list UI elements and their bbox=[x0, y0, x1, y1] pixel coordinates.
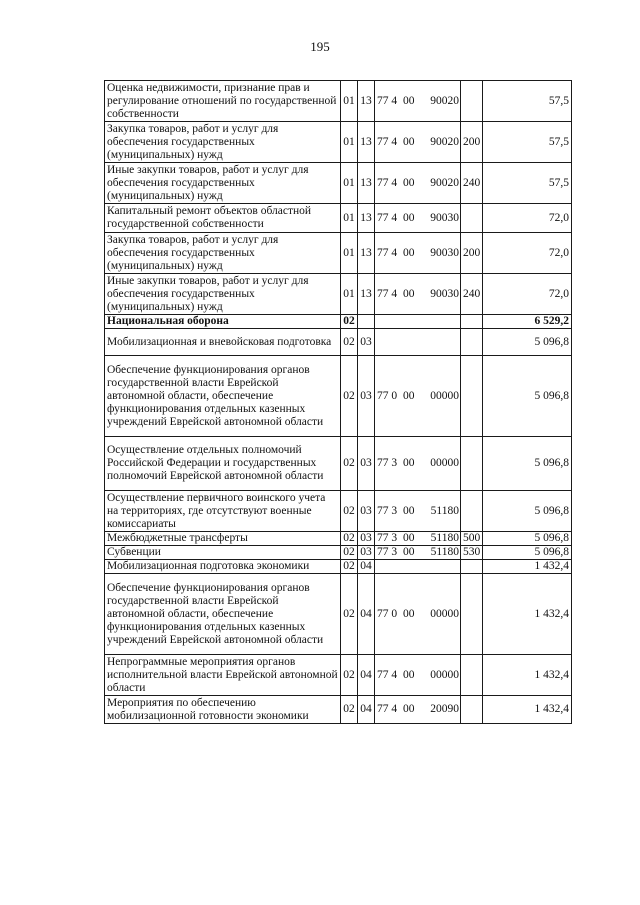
target-article-subprogram: 00 bbox=[403, 246, 415, 259]
row-section-code: 02 bbox=[341, 491, 358, 532]
row-expense-type-code: 240 bbox=[461, 163, 483, 204]
row-subsection-code: 04 bbox=[358, 560, 375, 574]
row-name: Мобилизационная и вневойсковая подготовка bbox=[105, 329, 341, 356]
row-name: Оценка недвижимости, признание прав и регулирование отношений по государственной собственности bbox=[105, 81, 341, 122]
row-section-code: 02 bbox=[341, 437, 358, 491]
target-article-subprogram: 00 bbox=[403, 176, 415, 189]
row-name: Осуществление отдельных полномочий Российской Федерации и государственных полномочий Еврейской автономной области bbox=[105, 437, 341, 491]
row-target-article-code bbox=[375, 204, 461, 233]
target-article-direction: 51180 bbox=[430, 504, 459, 517]
row-subsection-code: 03 bbox=[358, 491, 375, 532]
row-subsection-code: 03 bbox=[358, 329, 375, 356]
target-article-direction: 00000 bbox=[430, 457, 459, 469]
target-article-direction: 00000 bbox=[430, 607, 459, 620]
row-subsection-code: 03 bbox=[358, 532, 375, 546]
row-section-code: 01 bbox=[341, 274, 358, 315]
target-article-subprogram: 00 bbox=[403, 668, 415, 681]
budget-table bbox=[104, 80, 572, 724]
row-name: Иные закупки товаров, работ и услуг для обеспечения государственных (муниципальных) нужд bbox=[105, 274, 341, 315]
row-target-article-code bbox=[375, 233, 461, 274]
row-amount: 57,5 bbox=[483, 81, 572, 122]
row-target-article-code bbox=[375, 491, 461, 532]
row-amount: 5 096,8 bbox=[483, 532, 572, 546]
target-article-direction: 90030 bbox=[430, 246, 459, 259]
table-row bbox=[105, 163, 572, 204]
row-name: Обеспечение функционирования органов государственной власти Еврейской автономной области, обеспечение функционирования отдельных казенных учреждений Еврейской автономной области bbox=[105, 574, 341, 655]
row-subsection-code: 04 bbox=[358, 655, 375, 696]
row-amount: 1 432,4 bbox=[483, 574, 572, 655]
target-article-direction: 00000 bbox=[430, 389, 459, 402]
row-name: Капитальный ремонт объектов областной государственной собственности bbox=[105, 204, 341, 233]
target-article-direction: 20090 bbox=[430, 703, 459, 715]
target-article-direction: 90030 bbox=[430, 211, 459, 224]
row-target-article-code bbox=[375, 356, 461, 437]
table-row bbox=[105, 532, 572, 546]
target-article-program: 77 0 bbox=[377, 607, 398, 620]
target-article-program: 77 3 bbox=[377, 504, 398, 517]
target-article-subprogram: 00 bbox=[403, 546, 415, 558]
row-amount: 1 432,4 bbox=[483, 560, 572, 574]
row-amount: 72,0 bbox=[483, 274, 572, 315]
row-section-code: 02 bbox=[341, 546, 358, 560]
table-row bbox=[105, 233, 572, 274]
target-article-program: 77 4 bbox=[377, 176, 398, 189]
target-article-program: 77 3 bbox=[377, 457, 398, 469]
row-section-code: 01 bbox=[341, 233, 358, 274]
target-article-direction: 51180 bbox=[430, 546, 459, 558]
target-article-subprogram: 00 bbox=[403, 532, 415, 544]
row-expense-type-code bbox=[461, 574, 483, 655]
row-subsection-code: 13 bbox=[358, 204, 375, 233]
row-target-article-code bbox=[375, 274, 461, 315]
row-target-article-code bbox=[375, 655, 461, 696]
row-target-article-code bbox=[375, 329, 461, 356]
table-row bbox=[105, 274, 572, 315]
row-expense-type-code bbox=[461, 696, 483, 724]
row-target-article-code bbox=[375, 546, 461, 560]
row-name: Закупка товаров, работ и услуг для обеспечения государственных (муниципальных) нужд bbox=[105, 122, 341, 163]
row-section-code: 02 bbox=[341, 696, 358, 724]
row-target-article-code bbox=[375, 560, 461, 574]
row-section-code: 01 bbox=[341, 204, 358, 233]
target-article-subprogram: 00 bbox=[403, 504, 415, 517]
table-row bbox=[105, 560, 572, 574]
target-article-program: 77 4 bbox=[377, 668, 398, 681]
target-article-program: 77 0 bbox=[377, 389, 398, 402]
row-expense-type-code: 200 bbox=[461, 122, 483, 163]
row-expense-type-code: 240 bbox=[461, 274, 483, 315]
target-article-direction: 90030 bbox=[430, 287, 459, 300]
target-article-program: 77 4 bbox=[377, 94, 398, 107]
target-article-direction: 00000 bbox=[430, 668, 459, 681]
row-subsection-code: 03 bbox=[358, 437, 375, 491]
table-row bbox=[105, 204, 572, 233]
row-target-article-code bbox=[375, 315, 461, 329]
row-section-code: 01 bbox=[341, 163, 358, 204]
target-article-program: 77 4 bbox=[377, 246, 398, 259]
row-section-code: 01 bbox=[341, 122, 358, 163]
row-amount: 72,0 bbox=[483, 233, 572, 274]
target-article-program: 77 4 bbox=[377, 135, 398, 148]
row-expense-type-code bbox=[461, 437, 483, 491]
target-article-direction: 90020 bbox=[430, 135, 459, 148]
row-subsection-code: 03 bbox=[358, 356, 375, 437]
table-row bbox=[105, 491, 572, 532]
row-expense-type-code bbox=[461, 204, 483, 233]
row-subsection-code: 13 bbox=[358, 122, 375, 163]
row-expense-type-code bbox=[461, 491, 483, 532]
target-article-subprogram: 00 bbox=[403, 703, 415, 715]
row-target-article-code bbox=[375, 696, 461, 724]
row-section-code: 02 bbox=[341, 655, 358, 696]
target-article-subprogram: 00 bbox=[403, 287, 415, 300]
row-amount: 5 096,8 bbox=[483, 329, 572, 356]
row-amount: 5 096,8 bbox=[483, 546, 572, 560]
target-article-direction: 51180 bbox=[430, 532, 459, 544]
row-amount: 6 529,2 bbox=[483, 315, 572, 329]
row-name: Межбюджетные трансферты bbox=[105, 532, 341, 546]
row-section-code: 02 bbox=[341, 560, 358, 574]
row-target-article-code bbox=[375, 574, 461, 655]
row-subsection-code: 04 bbox=[358, 574, 375, 655]
target-article-subprogram: 00 bbox=[403, 211, 415, 224]
row-expense-type-code bbox=[461, 655, 483, 696]
row-subsection-code: 13 bbox=[358, 274, 375, 315]
row-expense-type-code: 530 bbox=[461, 546, 483, 560]
row-name: Мобилизационная подготовка экономики bbox=[105, 560, 341, 574]
table-row bbox=[105, 122, 572, 163]
row-target-article-code bbox=[375, 532, 461, 546]
page-number: 195 bbox=[310, 39, 330, 54]
table-row bbox=[105, 356, 572, 437]
table-row bbox=[105, 574, 572, 655]
target-article-program: 77 3 bbox=[377, 532, 398, 544]
row-amount: 5 096,8 bbox=[483, 491, 572, 532]
row-name: Мероприятия по обеспечению мобилизационной готовности экономики bbox=[105, 696, 341, 724]
row-expense-type-code: 500 bbox=[461, 532, 483, 546]
row-name: Иные закупки товаров, работ и услуг для обеспечения государственных (муниципальных) нужд bbox=[105, 163, 341, 204]
row-name: Обеспечение функционирования органов государственной власти Еврейской автономной области, обеспечение функционирования отдельных казенных учреждений Еврейской автономной области bbox=[105, 356, 341, 437]
target-article-program: 77 4 bbox=[377, 703, 398, 715]
row-subsection-code: 13 bbox=[358, 233, 375, 274]
row-subsection-code bbox=[358, 315, 375, 329]
row-section-code: 02 bbox=[341, 356, 358, 437]
row-subsection-code: 13 bbox=[358, 163, 375, 204]
table-row bbox=[105, 546, 572, 560]
row-name: Субвенции bbox=[105, 546, 341, 560]
row-expense-type-code: 200 bbox=[461, 233, 483, 274]
row-section-code: 02 bbox=[341, 532, 358, 546]
row-name: Национальная оборона bbox=[105, 315, 341, 329]
row-expense-type-code bbox=[461, 356, 483, 437]
table-row bbox=[105, 655, 572, 696]
row-name: Непрограммные мероприятия органов исполнительной власти Еврейской автономной области bbox=[105, 655, 341, 696]
target-article-program: 77 4 bbox=[377, 287, 398, 300]
row-expense-type-code bbox=[461, 81, 483, 122]
table-row bbox=[105, 329, 572, 356]
table-row bbox=[105, 81, 572, 122]
target-article-subprogram: 00 bbox=[403, 457, 415, 469]
row-name: Закупка товаров, работ и услуг для обеспечения государственных (муниципальных) нужд bbox=[105, 233, 341, 274]
target-article-program: 77 3 bbox=[377, 546, 398, 558]
row-section-code: 01 bbox=[341, 81, 358, 122]
row-target-article-code bbox=[375, 122, 461, 163]
target-article-program: 77 4 bbox=[377, 211, 398, 224]
row-amount: 5 096,8 bbox=[483, 437, 572, 491]
target-article-direction: 90020 bbox=[430, 176, 459, 189]
row-expense-type-code bbox=[461, 329, 483, 356]
table-row bbox=[105, 696, 572, 724]
target-article-direction: 90020 bbox=[430, 94, 459, 107]
target-article-subprogram: 00 bbox=[403, 94, 415, 107]
row-amount: 72,0 bbox=[483, 204, 572, 233]
row-target-article-code bbox=[375, 437, 461, 491]
row-amount: 57,5 bbox=[483, 163, 572, 204]
table-row bbox=[105, 315, 572, 329]
row-amount: 57,5 bbox=[483, 122, 572, 163]
row-target-article-code bbox=[375, 163, 461, 204]
row-expense-type-code bbox=[461, 315, 483, 329]
row-name: Осуществление первичного воинского учета на территориях, где отсутствуют военные комиссариаты bbox=[105, 491, 341, 532]
row-subsection-code: 13 bbox=[358, 81, 375, 122]
row-amount: 5 096,8 bbox=[483, 356, 572, 437]
target-article-subprogram: 00 bbox=[403, 607, 415, 620]
row-target-article-code bbox=[375, 81, 461, 122]
budget-table-body bbox=[105, 81, 572, 724]
row-subsection-code: 03 bbox=[358, 546, 375, 560]
row-section-code: 02 bbox=[341, 329, 358, 356]
row-amount: 1 432,4 bbox=[483, 655, 572, 696]
row-amount: 1 432,4 bbox=[483, 696, 572, 724]
table-row bbox=[105, 437, 572, 491]
target-article-subprogram: 00 bbox=[403, 389, 415, 402]
row-section-code: 02 bbox=[341, 315, 358, 329]
row-expense-type-code bbox=[461, 560, 483, 574]
row-subsection-code: 04 bbox=[358, 696, 375, 724]
target-article-subprogram: 00 bbox=[403, 135, 415, 148]
row-section-code: 02 bbox=[341, 574, 358, 655]
